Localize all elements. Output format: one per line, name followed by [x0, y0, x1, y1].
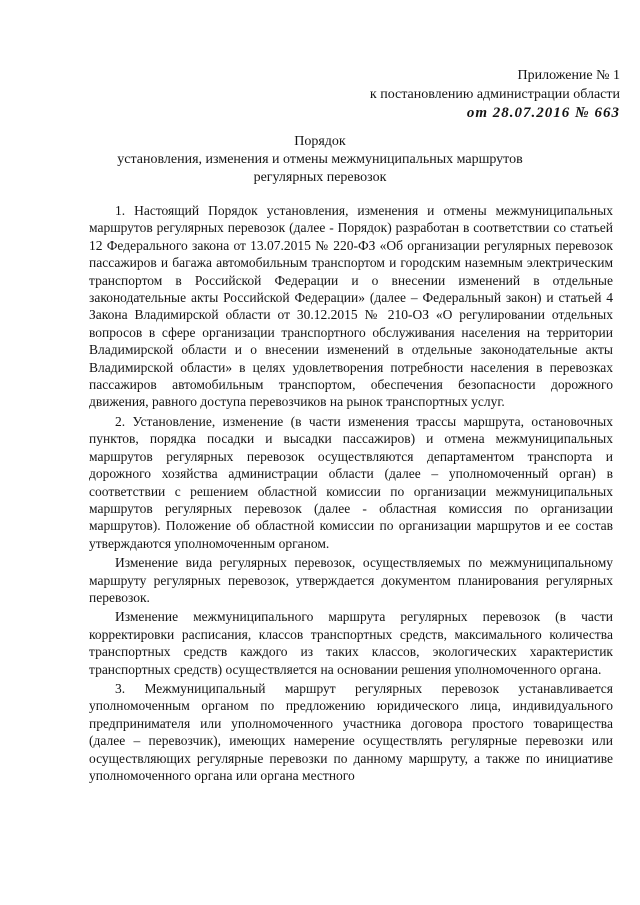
- title-line-2: установления, изменения и отмены межмуниципальных маршрутов: [117, 152, 523, 167]
- title-line-3: регулярных перевозок: [253, 170, 387, 185]
- paragraph-2b: Изменение межмуниципального маршрута регулярных перевозок (в части корректировки расписания, классов транспортных средств, максимального количества транспортных средств каждого из таких классов, экологических характеристик транспортных средств) осуществляется на основании решения уполномоченного органа.: [89, 609, 613, 677]
- document-title: [40, 133, 600, 187]
- appendix-reference: к постановлению администрации области: [369, 87, 620, 102]
- document-body: [89, 202, 613, 786]
- paragraph-2: 2. Установление, изменение (в части изменения трассы маршрута, остановочных пунктов, порядка посадки и высадки пассажиров) и отмена межмуниципальных маршрутов регулярных перевозок осуществляются департаментом транспорта и дорожного хозяйства администрации области (далее – уполномоченный орган) в соответствии с решением областной комиссии по организации межмуниципальных маршрутов регулярных перевозок (далее - областная комиссия по организации маршрутов). Положение об областной комиссии по организации маршрутов и ее состав утверждаются уполномоченным органом.: [89, 413, 613, 551]
- paragraph-3: 3. Межмуниципальный маршрут регулярных перевозок устанавливается уполномоченным органом по предложению юридического лица, индивидуального предпринимателя или уполномоченного участника договора простого товарищества (далее – перевозчик), имеющих намерение осуществлять регулярные перевозки или осуществляющих регулярные перевозки по данному маршруту, а также по инициативе уполномоченного органа или органа местного: [89, 680, 613, 783]
- paragraph-2a: Изменение вида регулярных перевозок, осуществляемых по межмуниципальному маршруту регулярных перевозок, утверждается документом планирования регулярных перевозок.: [89, 555, 613, 605]
- decree-date-number: от 28.07.2016 № 663: [466, 105, 620, 121]
- title-line-1: Порядок: [294, 134, 346, 149]
- appendix-header: [330, 66, 620, 123]
- appendix-title: Приложение № 1: [517, 68, 620, 83]
- paragraph-1: 1. Настоящий Порядок установления, изменения и отмены межмуниципальных маршрутов регулярных перевозок (далее - Порядок) разработан в соответствии со статьей 12 Федерального закона от 13.07.2015 № 220-ФЗ «Об организации регулярных перевозок пассажиров и багажа автомобильным транспортом и городским наземным электрическим транспортом в Российской Федерации и о внесении изменений в отдельные законодательные акты Российской Федерации» (далее – Федеральный закон) и статьей 4 Закона Владимирской области от 30.12.2015 № 210-ОЗ «О регулировании отдельных вопросов в сфере организации транспортного обслуживания населения на территории Владимирской области и о внесении изменений в отдельные законодательные акты Владимирской области» в целях удовлетворения потребности населения в перевозках пассажиров автомобильным транспортом, обеспечения безопасности дорожного движения, равного доступа перевозчиков на рынок транспортных услуг.: [89, 203, 613, 410]
